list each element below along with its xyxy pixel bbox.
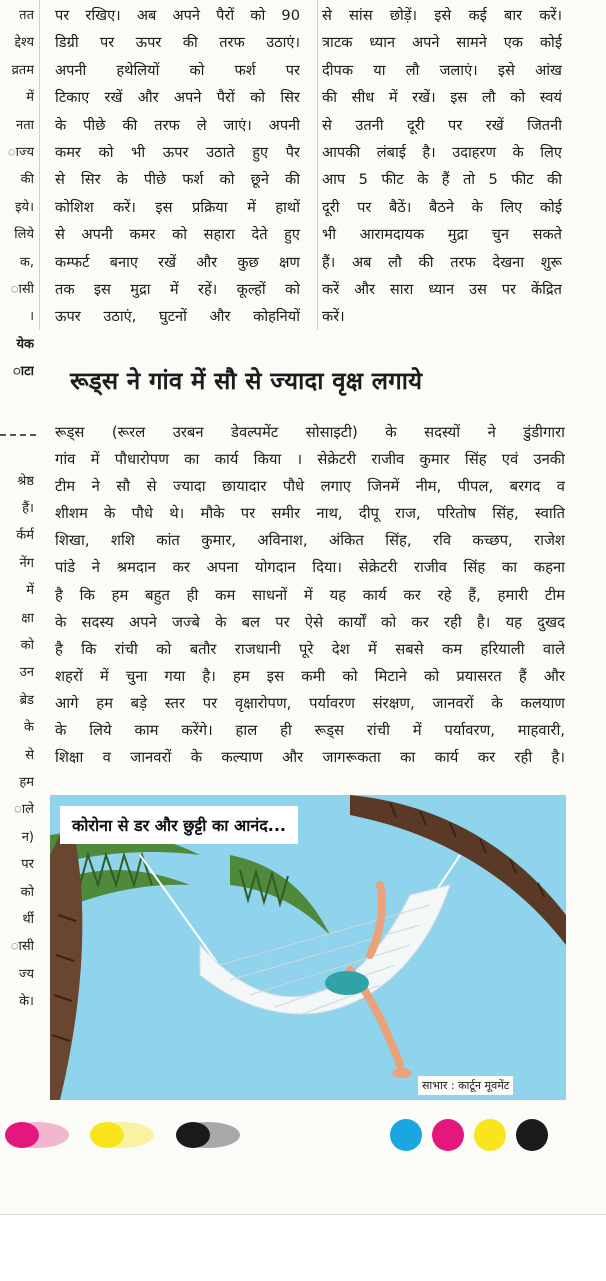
cartoon-credit: साभार : कार्टून मूवमेंट [418,1076,513,1095]
registration-bar-yellow [90,1122,154,1148]
left-column-fragments [0,2,34,1015]
registration-bar-magenta [5,1122,69,1148]
text-line: से सांस छोड़ें। इसे कई बार करें। [322,7,562,24]
text-line: कम्फर्ट बनाए रखें और कुछ क्षण [55,253,300,271]
fragment-line: ासी [10,939,34,955]
fragment-line: नता [16,117,34,133]
column-rule-left [39,0,40,330]
text-line: पर रखिए। अब अपने पैरों को 90 [55,7,300,24]
text-line: से उतनी दूरी पर रखें जितनी [322,116,562,134]
text-line: से सिर के पीछे फर्श को छूने की [55,171,300,189]
fragment-line: के [24,720,34,736]
dashed-divider [0,434,36,436]
fragment-line: । [29,309,34,325]
fragment-line: ाटा [12,364,34,380]
text-line: टिकाए रखें और अपने पैरों को सिर [55,89,300,107]
fragment-line: की [20,172,34,188]
dot-magenta [432,1119,464,1151]
text-line: अपनी हथेलियों को फर्श पर [55,61,300,79]
article-line: पांडे ने श्रमदान कर अपना योगदान दिया। सेक्रेटरी राजीव सिंह का कहना [55,559,565,577]
article-line: शिक्षा व जानवरों के कल्याण और जागरूकता का कार्य कर रही है। [55,749,565,767]
text-line: भी आरामदायक मुद्रा चुन सकते [322,226,562,244]
fragment-line: तत [19,8,34,23]
fragment-line: द्देश्य [14,35,34,51]
fragment-line: हम [19,774,34,790]
fragment-line: ज्य [19,966,34,982]
fragment-line: नेंग [19,555,34,571]
text-line: करें। [322,308,345,326]
fragment-line: ब्रेड [19,692,34,708]
viewer-bottom-area [0,1214,606,1281]
article-line: शीशम के पौधे थे। मौके पर समीर नाथ, दीपू राज, परितोष सिंह, स्वाति [55,505,565,523]
article-column-right [322,2,562,331]
article-column-middle [55,2,300,331]
text-line: करें और सारा ध्यान उस पर केंद्रित [322,280,562,298]
column-rule-middle [317,0,318,330]
fragment-line: क, [19,254,34,270]
text-line: डिग्री पर ऊपर की तरफ उठाएं। [55,34,300,52]
fragment-line: हैं। [22,501,34,517]
article-line: टीम ने सौ से ज्यादा छायादार पौधे लगाए जिनमें नीम, पीपल, बरगद व [55,478,565,496]
fragment-line: को [20,637,34,653]
dot-cyan [390,1119,422,1151]
fragment-line: ाज्य [7,144,34,160]
article-line: के लिये काम करेंगे। हाल ही रूड्स रांची में पर्यावरण, माहवारी, [55,722,565,740]
text-line: आपकी लंबाई है। उदाहरण के लिए [322,143,562,161]
article-body [55,419,565,771]
article-line: के सदस्य अपने जज्बे के बल पर ऐसे कार्यों को कर रही है। यह दुखद [55,613,565,631]
fragment-line: न) [21,829,34,845]
fragment-line: लिये [14,227,34,243]
fragment-line: से [25,747,34,763]
fragment-line: श्रेष्ठ [17,473,34,489]
registration-bar-black [176,1122,240,1148]
fragment-line: इये। [15,199,34,215]
text-line: त्राटक ध्यान अपने सामने एक कोई [322,34,562,52]
fragment-line: पर [21,857,34,873]
fragment-line: के। [19,994,34,1010]
article-line: शिखा, शशि कांत कुमार, अविनाश, अंकित सिंह, रवि कच्छप, राजेश [55,532,565,550]
text-line: दीपक या लौ जलाएं। इसे आंख [322,61,562,79]
fragment-line [0,385,34,412]
text-line: दूरी पर बैठें। बैठने के लिए कोई [322,198,562,216]
dot-yellow [474,1119,506,1151]
fragment-line: को [20,884,34,900]
text-line: के पीछे की तरफ ले जाएं। अपनी [55,116,300,134]
fragment-line: र्थी [22,911,34,927]
fragment-line: व्रतम [11,62,34,78]
print-color-marks [0,1116,606,1156]
fragment-line: येक [16,336,34,352]
text-line: से अपनी कमर को सहारा देते हुए [55,226,300,244]
dot-black [516,1119,548,1151]
article-line: आगे हम बड़े स्तर पर वृक्षारोपण, पर्यावरण संरक्षण, जानवरों के कलयाण [55,694,565,712]
article-line: है कि हम बहुत ही कम साधनों में यह कार्य कर रहे हैं, हमारी टीम [55,586,565,604]
fragment-line: क्षा [21,610,34,626]
fragment-line: में [26,90,34,106]
fragment-line: र्कर्म [16,528,34,544]
text-line: तक इस मुद्रा में रहें। कूल्हों को [55,280,300,298]
article-line: गांव में पौधारोपण का कार्य किया । सेक्रेटरी राजीव कुमार सिंह एवं उनकी [55,451,565,469]
text-line: कमर को भी ऊपर उठाते हुए पैर [55,143,300,161]
article-line: रूड्स (रूरल उरबन डेवल्पमेंट सोसाइटी) के सदस्यों ने डुंडीगारा [55,424,565,441]
fragment-line: ाले [14,802,34,818]
fragment-line: उन [19,665,34,681]
text-line: कोशिश करें। इस प्रक्रिया में हाथों [55,198,300,216]
text-line: हैं। अब लौ की तरफ देखना शुरू [322,253,562,271]
article-line: शहरों में चुना गया है। हम इस कमी को मिटाने को प्रयासरत हैं और [55,667,565,685]
cartoon-caption: कोरोना से डर और छुट्टी का आनंद... [60,806,298,844]
article-line: है कि रांची को बतौर राजधानी पूरे देश में सबसे कम हरियाली वाले [55,640,565,658]
fragment-line [0,440,34,467]
text-line: की सीध में रखें। इस लौ को स्वयं [322,89,562,107]
fragment-line: में [26,583,34,599]
text-line: ऊपर उठाएं, घुटनों और कोहनियों [55,308,300,326]
text-line: आप 5 फीट के हैं तो 5 फीट की [322,171,562,189]
headline: रूड्स ने गांव में सौ से ज्यादा वृक्ष लगाये [70,367,423,395]
fragment-line: ासी [10,281,34,297]
fragment-line [0,413,34,440]
